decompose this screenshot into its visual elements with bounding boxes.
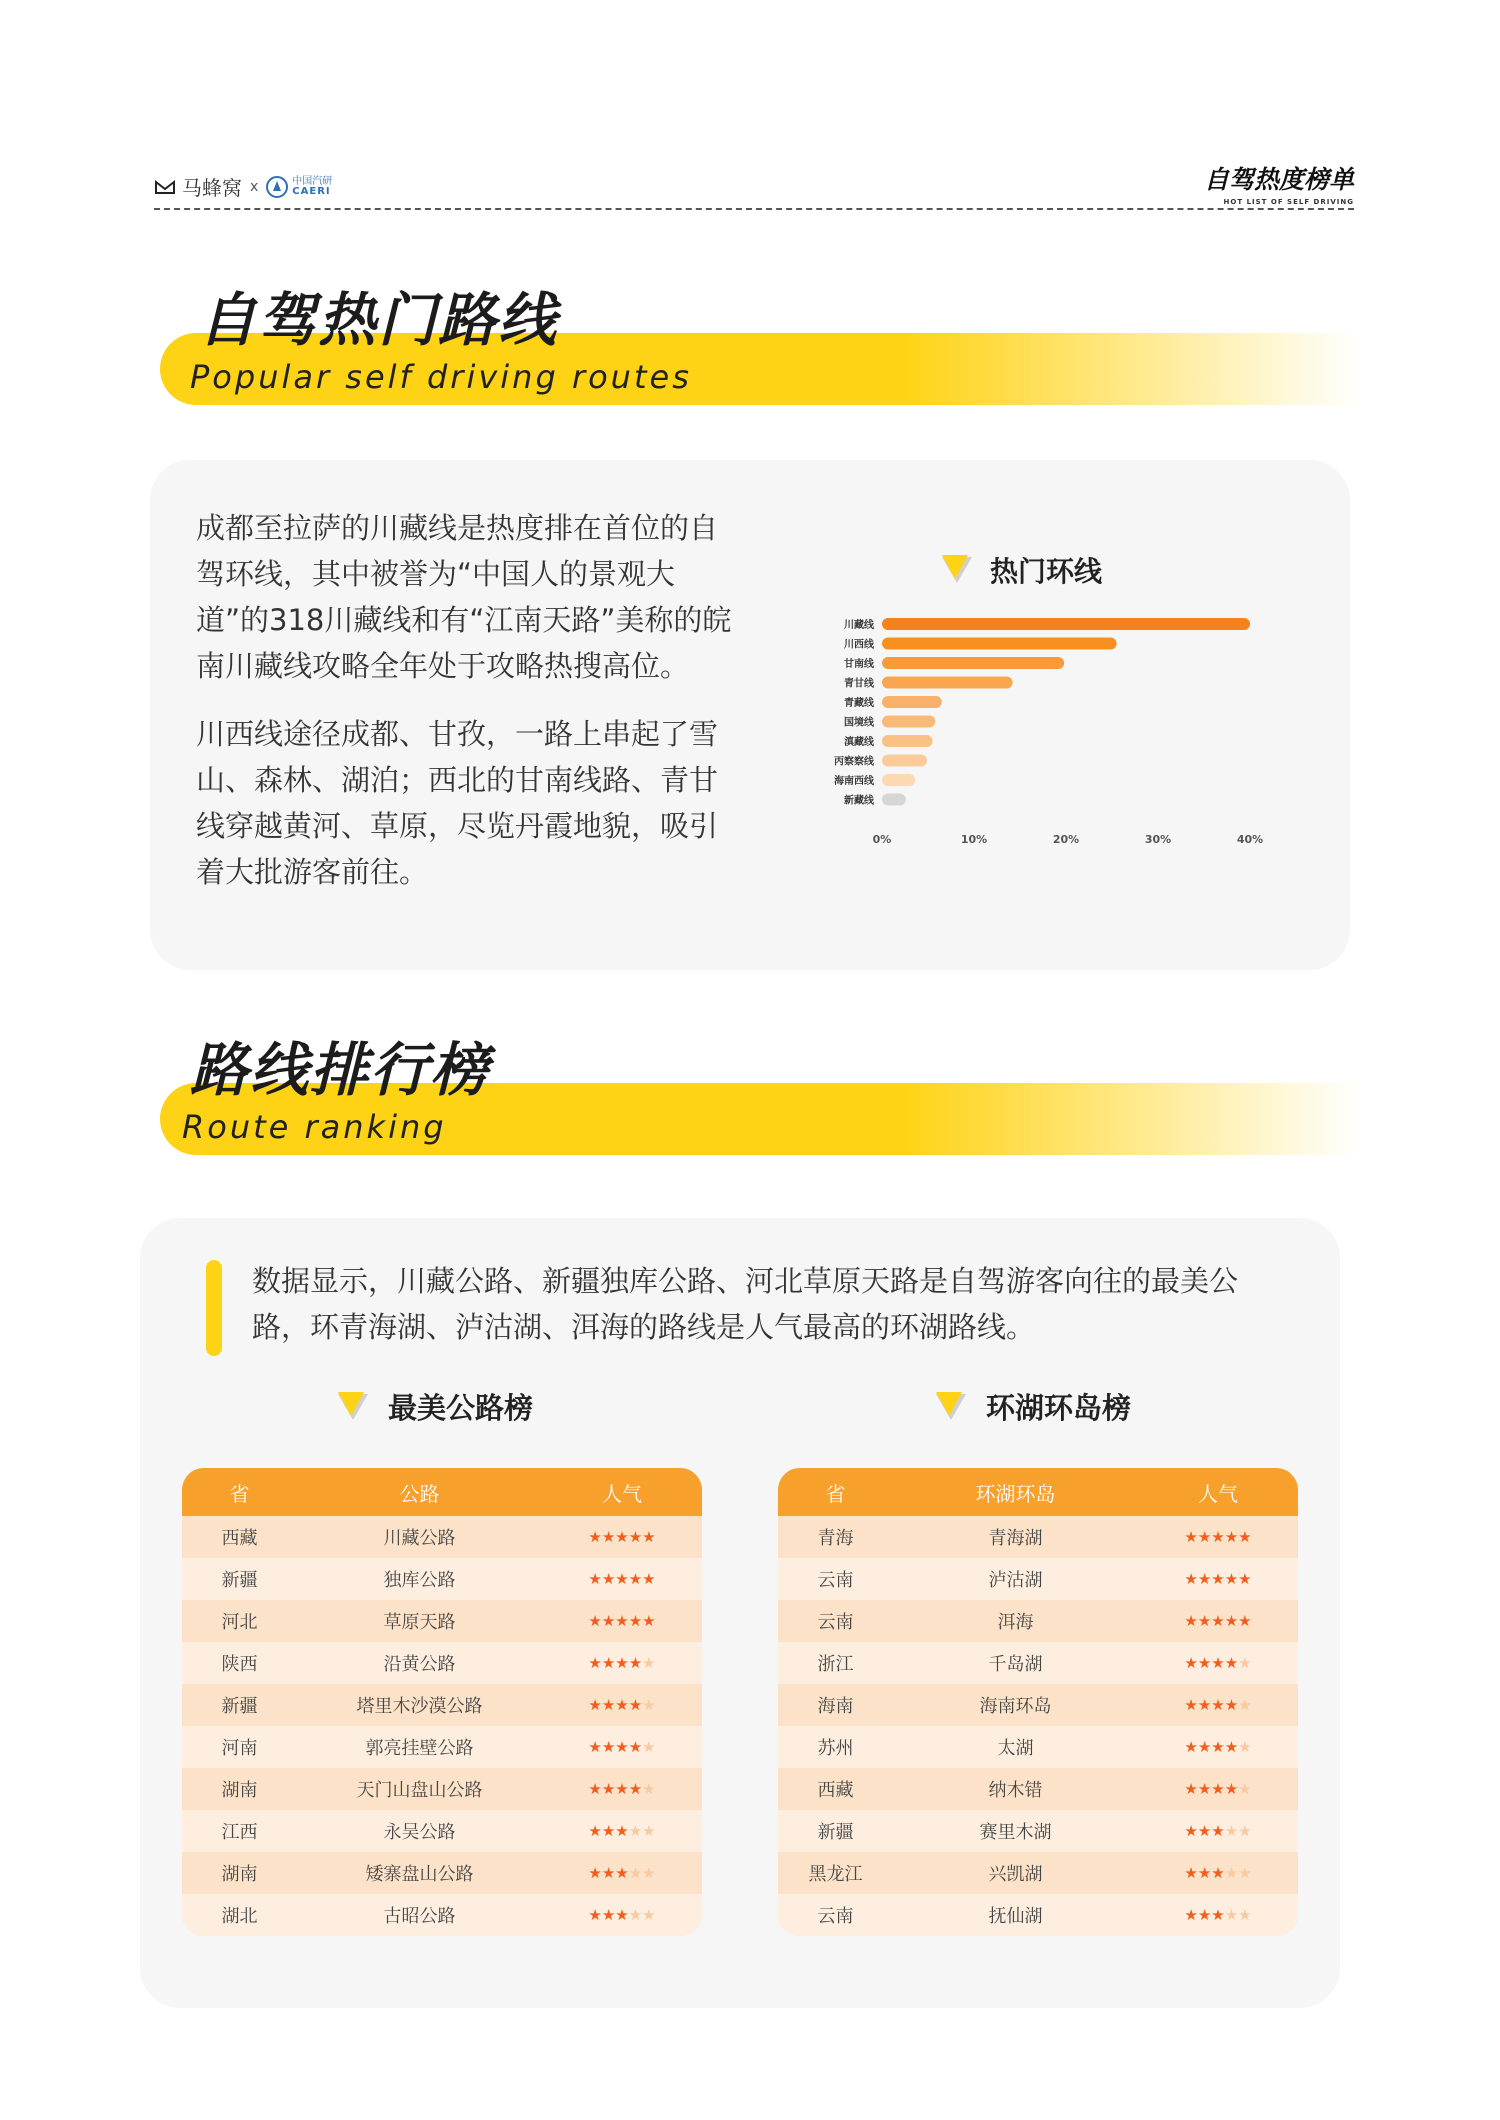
star-filled-icon: ★ [1184, 1738, 1198, 1756]
table-row [182, 1642, 702, 1684]
star-filled-icon: ★ [1197, 1696, 1212, 1714]
star-filled-icon: ★ [1184, 1822, 1198, 1840]
star-filled-icon: ★ [628, 1654, 643, 1672]
category-label: 国境线 [844, 717, 874, 729]
popularity-rating [1138, 1864, 1298, 1882]
table1-title-block [336, 1386, 533, 1427]
chart-title-block [940, 550, 1102, 590]
x-tick-label: 40% [1236, 833, 1264, 846]
province-cell: 苏州 [817, 1738, 854, 1759]
star-empty-icon: ★ [628, 1864, 643, 1882]
province-cell: 新疆 [221, 1696, 258, 1717]
star-empty-icon: ★ [1224, 1906, 1239, 1924]
star-filled-icon: ★ [1184, 1528, 1198, 1546]
star-filled-icon: ★ [1197, 1780, 1212, 1798]
header-subtitle: HOT LIST OF SELF DRIVING [1223, 198, 1354, 206]
star-empty-icon: ★ [642, 1864, 656, 1882]
star-filled-icon: ★ [1211, 1528, 1225, 1546]
star-empty-icon: ★ [1224, 1822, 1239, 1840]
table-row [182, 1852, 702, 1894]
star-empty-icon: ★ [1238, 1906, 1252, 1924]
route-ranking-panel [140, 1218, 1340, 2008]
star-empty-icon: ★ [1238, 1780, 1252, 1798]
section1-body [196, 505, 736, 917]
star-filled-icon: ★ [1211, 1780, 1225, 1798]
popular-routes-panel [150, 460, 1350, 970]
star-filled-icon: ★ [1211, 1822, 1225, 1840]
bar [882, 774, 915, 786]
bar-chart-svg [790, 610, 1310, 930]
route-name-cell: 洱海 [997, 1612, 1034, 1633]
route-name-cell: 川藏公路 [383, 1528, 456, 1549]
star-filled-icon: ★ [628, 1612, 643, 1630]
star-filled-icon: ★ [601, 1864, 616, 1882]
star-empty-icon: ★ [1238, 1654, 1252, 1672]
province-cell: 云南 [817, 1906, 854, 1927]
popularity-rating [542, 1780, 702, 1798]
table-row [778, 1768, 1298, 1810]
popularity-rating [542, 1654, 702, 1672]
province-cell: 西藏 [221, 1528, 258, 1549]
table-row [778, 1810, 1298, 1852]
bar [882, 657, 1064, 669]
star-filled-icon: ★ [1197, 1822, 1212, 1840]
star-filled-icon: ★ [1197, 1528, 1212, 1546]
star-filled-icon: ★ [1224, 1780, 1239, 1798]
star-filled-icon: ★ [1197, 1570, 1212, 1588]
province-cell: 湖北 [221, 1906, 258, 1927]
category-label: 青甘线 [844, 678, 874, 690]
route-name-cell: 草原天路 [383, 1612, 456, 1633]
star-filled-icon: ★ [615, 1780, 629, 1798]
popularity-rating [1138, 1906, 1298, 1924]
table-row [778, 1516, 1298, 1558]
province-cell: 河南 [221, 1738, 258, 1759]
brand-name: 马蜂窝 [182, 176, 242, 200]
route-name-cell: 天门山盘山公路 [356, 1780, 483, 1801]
star-filled-icon: ★ [601, 1822, 616, 1840]
bar [882, 716, 935, 728]
x-tick-label: 20% [1052, 833, 1080, 846]
star-filled-icon: ★ [588, 1780, 602, 1798]
star-filled-icon: ★ [1197, 1864, 1212, 1882]
bar [882, 755, 927, 767]
province-cell: 江西 [221, 1822, 258, 1843]
section2-title-cn: 路线排行榜 [190, 1036, 491, 1104]
province-cell: 海南 [817, 1696, 854, 1717]
star-filled-icon: ★ [1197, 1906, 1212, 1924]
province-cell: 新疆 [221, 1570, 258, 1591]
section1-banner [160, 285, 1360, 405]
star-filled-icon: ★ [601, 1906, 616, 1924]
popularity-rating [542, 1696, 702, 1714]
star-filled-icon: ★ [1238, 1570, 1252, 1588]
star-empty-icon: ★ [1238, 1822, 1252, 1840]
star-filled-icon: ★ [1197, 1612, 1212, 1630]
star-filled-icon: ★ [601, 1696, 616, 1714]
table-row [778, 1642, 1298, 1684]
table-row [778, 1600, 1298, 1642]
star-filled-icon: ★ [588, 1528, 602, 1546]
star-filled-icon: ★ [615, 1906, 629, 1924]
table-row [182, 1810, 702, 1852]
popularity-rating [1138, 1738, 1298, 1756]
caeri-logo [266, 176, 332, 198]
partner-name-cn: 中国汽研 [292, 175, 333, 187]
column-header: 环湖环岛 [975, 1481, 1056, 1506]
scenic-roads-table [182, 1468, 702, 1936]
loop-routes-chart [790, 550, 1310, 930]
province-cell: 云南 [817, 1570, 854, 1591]
province-cell: 青海 [817, 1528, 854, 1549]
star-filled-icon: ★ [642, 1528, 656, 1546]
table-body [182, 1516, 702, 1936]
popularity-rating [1138, 1696, 1298, 1714]
x-tick-label: 30% [1144, 833, 1172, 846]
x-tick-label: 10% [960, 833, 988, 846]
route-name-cell: 郭亮挂壁公路 [365, 1738, 474, 1759]
route-name-cell: 沿黄公路 [383, 1654, 456, 1675]
popularity-rating [542, 1528, 702, 1546]
route-name-cell: 纳木错 [988, 1780, 1043, 1801]
category-label: 青藏线 [844, 698, 874, 709]
route-name-cell: 千岛湖 [988, 1654, 1043, 1675]
triangle-down-icon [336, 1390, 370, 1424]
table-row [778, 1684, 1298, 1726]
mafengwo-logo-icon [154, 179, 176, 195]
category-label: 甘南线 [844, 659, 874, 670]
star-empty-icon: ★ [1238, 1864, 1252, 1882]
star-filled-icon: ★ [1211, 1654, 1225, 1672]
star-filled-icon: ★ [588, 1696, 602, 1714]
star-filled-icon: ★ [1224, 1528, 1239, 1546]
star-filled-icon: ★ [1184, 1570, 1198, 1588]
chart-title: 热门环线 [990, 555, 1103, 588]
star-filled-icon: ★ [1211, 1906, 1225, 1924]
star-filled-icon: ★ [1184, 1612, 1198, 1630]
route-name-cell: 塔里木沙漠公路 [356, 1696, 483, 1717]
star-filled-icon: ★ [1224, 1738, 1239, 1756]
star-filled-icon: ★ [601, 1780, 616, 1798]
star-filled-icon: ★ [628, 1780, 643, 1798]
popularity-rating [542, 1906, 702, 1924]
star-filled-icon: ★ [1184, 1696, 1198, 1714]
star-filled-icon: ★ [628, 1738, 643, 1756]
column-header: 人气 [1198, 1481, 1238, 1506]
triangle-down-icon [934, 1390, 968, 1424]
star-empty-icon: ★ [642, 1906, 656, 1924]
star-filled-icon: ★ [1184, 1864, 1198, 1882]
star-empty-icon: ★ [1238, 1696, 1252, 1714]
lakes-islands-table [778, 1468, 1298, 1936]
star-filled-icon: ★ [601, 1612, 616, 1630]
popularity-rating [542, 1612, 702, 1630]
star-filled-icon: ★ [615, 1570, 629, 1588]
star-empty-icon: ★ [628, 1822, 643, 1840]
table-row [182, 1684, 702, 1726]
header-title-block [1204, 160, 1354, 206]
column-header: 公路 [399, 1481, 440, 1506]
star-filled-icon: ★ [1224, 1654, 1239, 1672]
bar [882, 677, 1013, 689]
province-cell: 陕西 [221, 1654, 258, 1675]
bar [882, 638, 1117, 650]
bar [882, 696, 942, 708]
star-filled-icon: ★ [1211, 1864, 1225, 1882]
star-filled-icon: ★ [601, 1738, 616, 1756]
star-filled-icon: ★ [615, 1528, 629, 1546]
category-label: 海南西线 [834, 776, 874, 787]
star-empty-icon: ★ [642, 1696, 656, 1714]
star-filled-icon: ★ [628, 1570, 643, 1588]
star-filled-icon: ★ [1238, 1528, 1252, 1546]
star-empty-icon: ★ [642, 1738, 656, 1756]
column-header: 省 [229, 1481, 250, 1506]
table-row [778, 1894, 1298, 1936]
province-cell: 云南 [817, 1612, 854, 1633]
star-filled-icon: ★ [1238, 1612, 1252, 1630]
bar [882, 794, 906, 806]
header-title: 自驾热度榜单 [1203, 165, 1354, 194]
star-filled-icon: ★ [588, 1906, 602, 1924]
table-header-row [778, 1468, 1298, 1516]
route-name-cell: 矮寨盘山公路 [365, 1864, 474, 1885]
province-cell: 湖南 [221, 1864, 258, 1885]
province-cell: 新疆 [817, 1822, 854, 1843]
province-cell: 黑龙江 [808, 1864, 863, 1885]
table-row [182, 1516, 702, 1558]
star-empty-icon: ★ [628, 1906, 643, 1924]
popularity-rating [1138, 1822, 1298, 1840]
brand-logos [154, 172, 332, 201]
table-row [778, 1558, 1298, 1600]
star-filled-icon: ★ [601, 1570, 616, 1588]
category-label: 丙察察线 [834, 756, 874, 768]
star-filled-icon: ★ [588, 1570, 602, 1588]
table-row [182, 1768, 702, 1810]
star-filled-icon: ★ [588, 1822, 602, 1840]
star-empty-icon: ★ [642, 1780, 656, 1798]
star-filled-icon: ★ [615, 1612, 629, 1630]
star-filled-icon: ★ [615, 1738, 629, 1756]
star-filled-icon: ★ [642, 1570, 656, 1588]
section2-title-en: Route ranking [182, 1108, 447, 1146]
table2-title-block [934, 1386, 1131, 1427]
bar [882, 618, 1250, 630]
brand-separator: x [250, 178, 259, 195]
section2-banner [160, 1035, 1360, 1155]
route-name-cell: 独库公路 [383, 1570, 456, 1591]
star-filled-icon: ★ [601, 1654, 616, 1672]
star-filled-icon: ★ [1224, 1612, 1239, 1630]
route-name-cell: 古昭公路 [383, 1906, 456, 1927]
star-empty-icon: ★ [1224, 1864, 1239, 1882]
category-label: 滇藏线 [844, 737, 874, 748]
partner-name-en: CAERI [292, 185, 331, 197]
route-name-cell: 泸沽湖 [988, 1570, 1043, 1591]
category-label: 川西线 [844, 639, 874, 651]
section1-paragraph: 川西线途径成都、甘孜，一路上串起了雪山、森林、湖泊；西北的甘南线路、青甘线穿越黄河、草原，尽览丹霞地貌，吸引着大批游客前往。 [196, 717, 719, 889]
star-filled-icon: ★ [628, 1528, 643, 1546]
table-body [778, 1516, 1298, 1936]
category-label: 新藏线 [844, 795, 874, 807]
section1-title-en: Popular self driving routes [190, 358, 692, 396]
star-filled-icon: ★ [1197, 1738, 1212, 1756]
star-filled-icon: ★ [588, 1654, 602, 1672]
page-header [154, 160, 1354, 210]
popularity-rating [1138, 1528, 1298, 1546]
route-name-cell: 永吴公路 [383, 1822, 456, 1843]
column-header: 人气 [602, 1481, 642, 1506]
star-empty-icon: ★ [1238, 1738, 1252, 1756]
province-cell: 浙江 [817, 1654, 854, 1675]
caeri-emblem-icon [266, 176, 288, 198]
popularity-rating [1138, 1570, 1298, 1588]
route-name-cell: 抚仙湖 [988, 1906, 1043, 1927]
popularity-rating [542, 1822, 702, 1840]
star-filled-icon: ★ [1184, 1654, 1198, 1672]
table1-title: 最美公路榜 [388, 1391, 534, 1425]
star-filled-icon: ★ [1211, 1696, 1225, 1714]
popularity-rating [542, 1864, 702, 1882]
section1-paragraph: 成都至拉萨的川藏线是热度排在首位的自驾环线，其中被誉为“中国人的景观大道”的318川藏线和有“江南天路”美称的皖南川藏线攻略全年处于攻略热搜高位。 [196, 511, 732, 683]
star-filled-icon: ★ [1224, 1696, 1239, 1714]
star-filled-icon: ★ [588, 1612, 602, 1630]
table-header-row [182, 1468, 702, 1516]
star-filled-icon: ★ [1197, 1654, 1212, 1672]
table-row [778, 1726, 1298, 1768]
bar [882, 735, 933, 747]
route-name-cell: 兴凯湖 [988, 1864, 1043, 1885]
table-row [182, 1600, 702, 1642]
popularity-rating [1138, 1780, 1298, 1798]
star-filled-icon: ★ [615, 1696, 629, 1714]
route-name-cell: 太湖 [997, 1738, 1034, 1759]
table-row [182, 1726, 702, 1768]
x-tick-label: 0% [872, 833, 892, 846]
star-empty-icon: ★ [642, 1822, 656, 1840]
table2-title: 环湖环岛榜 [986, 1391, 1132, 1425]
star-filled-icon: ★ [1211, 1738, 1225, 1756]
star-filled-icon: ★ [1211, 1612, 1225, 1630]
quote-accent-bar [206, 1260, 222, 1356]
star-filled-icon: ★ [588, 1864, 602, 1882]
province-cell: 河北 [221, 1612, 258, 1633]
province-cell: 湖南 [221, 1780, 258, 1801]
popularity-rating [542, 1738, 702, 1756]
star-filled-icon: ★ [615, 1864, 629, 1882]
section2-summary: 数据显示，川藏公路、新疆独库公路、河北草原天路是自驾游客向往的最美公路，环青海湖、泸沽湖、洱海的路线是人气最高的环湖路线。 [252, 1264, 1239, 1344]
route-name-cell: 海南环岛 [979, 1696, 1052, 1717]
star-filled-icon: ★ [642, 1612, 656, 1630]
star-filled-icon: ★ [628, 1696, 643, 1714]
route-name-cell: 赛里木湖 [979, 1822, 1052, 1843]
table-row [182, 1894, 702, 1936]
popularity-rating [542, 1570, 702, 1588]
star-filled-icon: ★ [1224, 1570, 1239, 1588]
triangle-down-icon [940, 553, 974, 587]
route-name-cell: 青海湖 [988, 1528, 1043, 1549]
category-label: 川藏线 [844, 620, 874, 631]
star-filled-icon: ★ [615, 1654, 629, 1672]
star-filled-icon: ★ [601, 1528, 616, 1546]
popularity-rating [1138, 1654, 1298, 1672]
header-divider [154, 208, 1354, 210]
star-filled-icon: ★ [1211, 1570, 1225, 1588]
star-filled-icon: ★ [588, 1738, 602, 1756]
province-cell: 西藏 [817, 1780, 854, 1801]
table-row [778, 1852, 1298, 1894]
star-filled-icon: ★ [1184, 1780, 1198, 1798]
section1-title-cn: 自驾热门路线 [198, 286, 559, 354]
column-header: 省 [825, 1481, 846, 1506]
star-filled-icon: ★ [1184, 1906, 1198, 1924]
star-empty-icon: ★ [642, 1654, 656, 1672]
popularity-rating [1138, 1612, 1298, 1630]
star-filled-icon: ★ [615, 1822, 629, 1840]
table-row [182, 1558, 702, 1600]
